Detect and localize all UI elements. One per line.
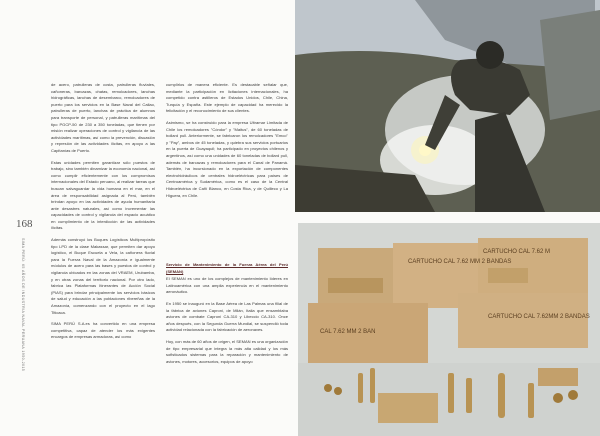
section-heading: Servicio de Mantenimiento de la Fuerza Aérea del Perú (SEMAN) (166, 262, 288, 274)
paragraph: Asimismo, se ha construido para la empresa Ultramar Limitada de Chile los remolcadores "Cóndor" y "Maitus", de 60 toneladas de bollard pull. Anteriormente, se fabricaron los remolcadores "Emco" y "Pay", ambos de 45 toneladas, y quiebra sus servicios portuarios en la puerta de Guayaquil; ha participado en proyectos chilenos y argentinos, así como una unidades de 60 toneladas de bollard pull, además de barcazas y remolcadores para el Canal de Panamá. También, ha incursionado en la exportación de componentes electrohidráulicos de centrales hidroeléctricas para países de Centroamérica y Sudamérica, como es el caso de la Central Hidroeléctrica de Cañí Blanco, en Costa Rica, y de Quilleco y La Higuera, en Chile. (166, 119, 288, 198)
running-title: SIMA PERÚ: 65 AÑOS DE INDUSTRIA NAVAL PERUANA 1950-2015 (21, 238, 25, 372)
welder-illustration (295, 0, 600, 212)
text-column-1 (51, 82, 155, 342)
welder-photo (295, 0, 600, 212)
ammunition-photo (298, 223, 600, 436)
paragraph: cumplirlos de manera eficiente. Es destacable señalar que, mediante la participación en licitaciones internacionales, ha competido contra astilleros de Estados Unidos, Chile, China, Turquía y España. Este ejemplo de capacidad ha merecido la felicitación y el reconocimiento de sus clientes. (166, 82, 288, 114)
paragraph: En 1950 se inauguró en la Base Aérea de Las Palmas una filial de la fábrica de aviones Caproni, de Milán, Italia que ensamblaba aviones de combate Caproni CA-310 y Libeccio CA-310. Once años después, con la Segunda Guerra Mundial, se suspendió toda actividad relacionada con la fabricación de aeronaves. (166, 300, 288, 333)
ammo-box-label: CARTUCHO CAL 7.62 MM 2 BANDAS (408, 259, 512, 265)
paragraph: de acero, patrulleras de costa, patrulleras fluviales, cañoneras, barcazas, chatas, remolcadores, lanchas hidrográficas, lanchas de desembarco, remolcadores de puerto para los servicios en la Base Naval del Callao, patrulleras de puerto, lanchas de práctica de alumnos para transporte de personal, y patrulleras marítimas del tipo PGCP-50 de 230 a 350 toneladas, que tienen por misión realizar operaciones de control y vigilancia de las actividades marítimas, así como la prevención, disuasión y represión de las actividades ilícitas, en apoyo a las Capitanías de Puerto. (51, 82, 155, 153)
ammunition-illustration (298, 223, 600, 436)
paragraph: Hoy, con más de 60 años de origen, el SEMAN es una organización de tipo empresarial que integra la más alta calidad y los más sofisticados sistemas para la reparación y mantenimiento de aviones, motores, accesorios, equipos de apoyo (166, 338, 288, 364)
text-column-2-top (166, 82, 288, 204)
paragraph: El SEMAN es uno de los complejos de mantenimiento líderes en Latinoamérica con una amplia experiencia en el mantenimiento aeronáutico. (166, 276, 288, 295)
ammo-box-label: CARTUCHO CAL 7.62MM 2 BANDAS (488, 314, 590, 320)
page-number: 168 (16, 218, 33, 230)
ammo-box-label: CAL 7.62 MM 2 BAN (320, 329, 376, 335)
text-column-2-bottom (166, 262, 288, 366)
paragraph: Además construyó los Buques Logísticos Multipropósito tipo LPD de la clase Makassar, que permiten dar apoyo logístico, el Buque Escuela a Vela, la cañonera fluvial para la Fuerza Naval de la Amazonía e igualmente módulos de acero para las bases y puestos de control y vigilancia ubicados en las zonas del VRAEM, Urubamba, y en otras zonas del territorio nacional. Por otro lado, fabrica las Plataformas Itinerantes de Acción Social (PIAS) para brindar principalmente los servicios básicos de salud y educación a las poblaciones ribereñas de la Amazonía, comenzando con el proyecto en el lago Titicaca. (51, 237, 155, 315)
paragraph: Estas unidades permiten garantizar sólo puestos de trabajo, sino también dinamizar la economía nacional, así como cumplir eficientemente con los compromisos internacionales del Estado peruano, al realizar tareas que buscan salvaguardar la vida humana en el mar, en el área de responsabilidad asignada al Perú, también brindan apoyo en las actividades de ayuda humanitaria ante desastres naturales, así como incrementar las capacidades de control y vigilancia del espacio acuático en cumplimiento de la interdicción de las actividades ilícitas. (51, 159, 155, 231)
paragraph: SIMA PERÚ S.A.es ha convertido en una empresa competitiva, capaz de atender los más exigentes encargos de empresas armadoras, así como (51, 321, 155, 340)
ammo-box-label: CARTUCHO CAL 7.62 M (483, 249, 551, 255)
